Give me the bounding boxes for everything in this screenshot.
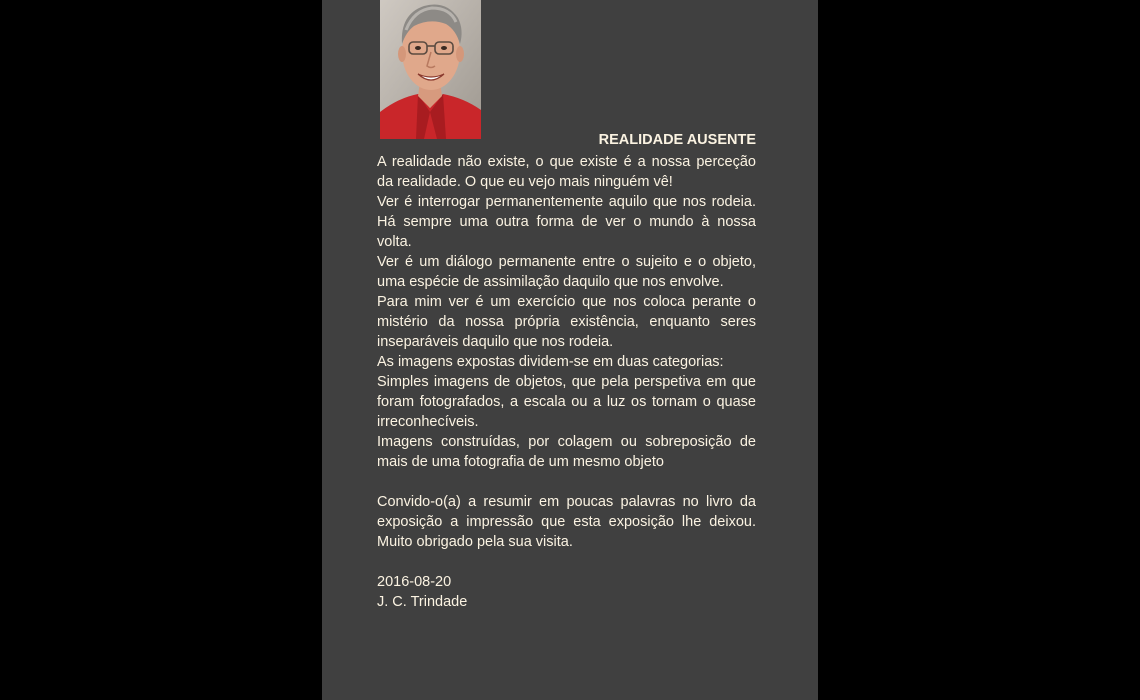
paragraph-2: Ver é interrogar permanentemente aquilo que nos rodeia. Há sempre uma outra forma de ver o mundo à nossa volta.: [377, 194, 756, 250]
portrait-illustration: [380, 0, 481, 139]
signature-spacer: [377, 552, 756, 572]
author-portrait-photo: [380, 0, 481, 139]
paragraph-7: Imagens construídas, por colagem ou sobreposição de mais de uma fotografia de um mesmo objeto: [377, 434, 756, 470]
paragraph-4: Para mim ver é um exercício que nos coloca perante o mistério da nossa própria existência, enquanto seres inseparáveis daquilo que nos rodeia.: [377, 294, 756, 350]
closing-paragraph: Convido-o(a) a resumir em poucas palavras no livro da exposição a impressão que esta exposição lhe deixou. Muito obrigado pela sua visita.: [377, 494, 756, 550]
document-date: 2016-08-20: [377, 574, 452, 590]
document-page: [322, 0, 818, 700]
paragraph-1: A realidade não existe, o que existe é a nossa perceção da realidade. O que eu vejo mais ninguém vê!: [377, 154, 756, 190]
paragraph-6: Simples imagens de objetos, que pela perspetiva em que foram fotografados, a escala ou a luz os tornam o quase irreconhecíveis.: [377, 374, 756, 430]
author-signature: J. C. Trindade: [377, 594, 468, 610]
paragraph-5: As imagens expostas dividem-se em duas categorias:: [377, 354, 724, 370]
paragraph-3: Ver é um diálogo permanente entre o sujeito e o objeto, uma espécie de assimilação daquilo que nos envolve.: [377, 254, 756, 290]
paragraph-spacer: [377, 472, 756, 492]
document-body: [377, 152, 756, 612]
document-title: REALIDADE AUSENTE: [598, 132, 756, 148]
